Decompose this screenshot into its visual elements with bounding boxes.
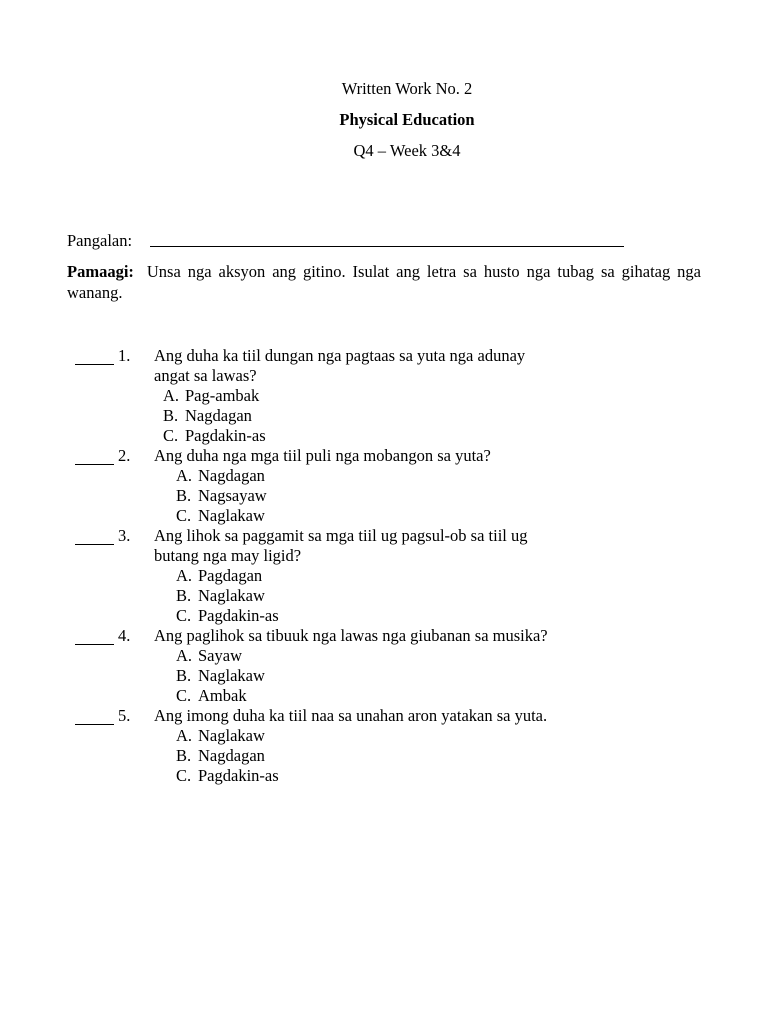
instructions-text: Unsa nga aksyon ang gitino. Isulat ang letra sa husto nga tubag sa gihatag nga wanang. bbox=[67, 262, 701, 302]
option-c: C. Pagdakin-as bbox=[176, 766, 279, 785]
worksheet-title: Written Work No. 2 bbox=[341, 79, 473, 98]
question-text: Ang duha ka tiil dungan nga pagtaas sa yuta nga adunay bbox=[154, 346, 526, 365]
question-number: 2. bbox=[118, 446, 131, 465]
question-text: angat sa lawas? bbox=[154, 366, 257, 385]
answer-blank-2 bbox=[75, 464, 114, 465]
option-a: A. Nagdagan bbox=[176, 466, 265, 485]
answer-blank-5 bbox=[75, 724, 114, 725]
answer-blank-1 bbox=[75, 364, 114, 365]
option-c: C. Pagdakin-as bbox=[163, 426, 266, 445]
name-blank-line bbox=[150, 246, 624, 247]
option-a: A. Sayaw bbox=[176, 646, 242, 665]
option-c: C. Ambak bbox=[176, 686, 247, 705]
question-number: 1. bbox=[118, 346, 131, 365]
option-a: A. Pagdagan bbox=[176, 566, 263, 585]
option-b: B. Nagdagan bbox=[176, 746, 265, 765]
option-b: B. Nagsayaw bbox=[176, 486, 267, 505]
name-label: Pangalan: bbox=[67, 231, 133, 250]
answer-blank-3 bbox=[75, 544, 114, 545]
option-c: C. Pagdakin-as bbox=[176, 606, 279, 625]
question-text: Ang lihok sa paggamit sa mga tiil ug pagsul-ob sa tiil ug bbox=[154, 526, 528, 545]
option-b: B. Naglakaw bbox=[176, 586, 265, 605]
question-number: 4. bbox=[118, 626, 131, 645]
question-number: 5. bbox=[118, 706, 131, 725]
question-text: Ang duha nga mga tiil puli nga mobangon sa yuta? bbox=[154, 446, 491, 465]
option-a: A. Pag-ambak bbox=[163, 386, 260, 405]
option-b: B. Nagdagan bbox=[163, 406, 252, 425]
instructions-label: Pamaagi: bbox=[67, 262, 134, 281]
question-text: Ang imong duha ka tiil naa sa unahan aron yatakan sa yuta. bbox=[154, 706, 548, 725]
answer-blank-4 bbox=[75, 644, 114, 645]
question-text: Ang paglihok sa tibuuk nga lawas nga giubanan sa musika? bbox=[154, 626, 548, 645]
option-a: A. Naglakaw bbox=[176, 726, 265, 745]
subject-heading: Physical Education bbox=[339, 110, 475, 129]
period-heading: Q4 – Week 3&4 bbox=[353, 141, 461, 160]
instructions bbox=[67, 261, 701, 303]
question-number: 3. bbox=[118, 526, 131, 545]
option-b: B. Naglakaw bbox=[176, 666, 265, 685]
option-c: C. Naglakaw bbox=[176, 506, 265, 525]
question-text: butang nga may ligid? bbox=[154, 546, 302, 565]
